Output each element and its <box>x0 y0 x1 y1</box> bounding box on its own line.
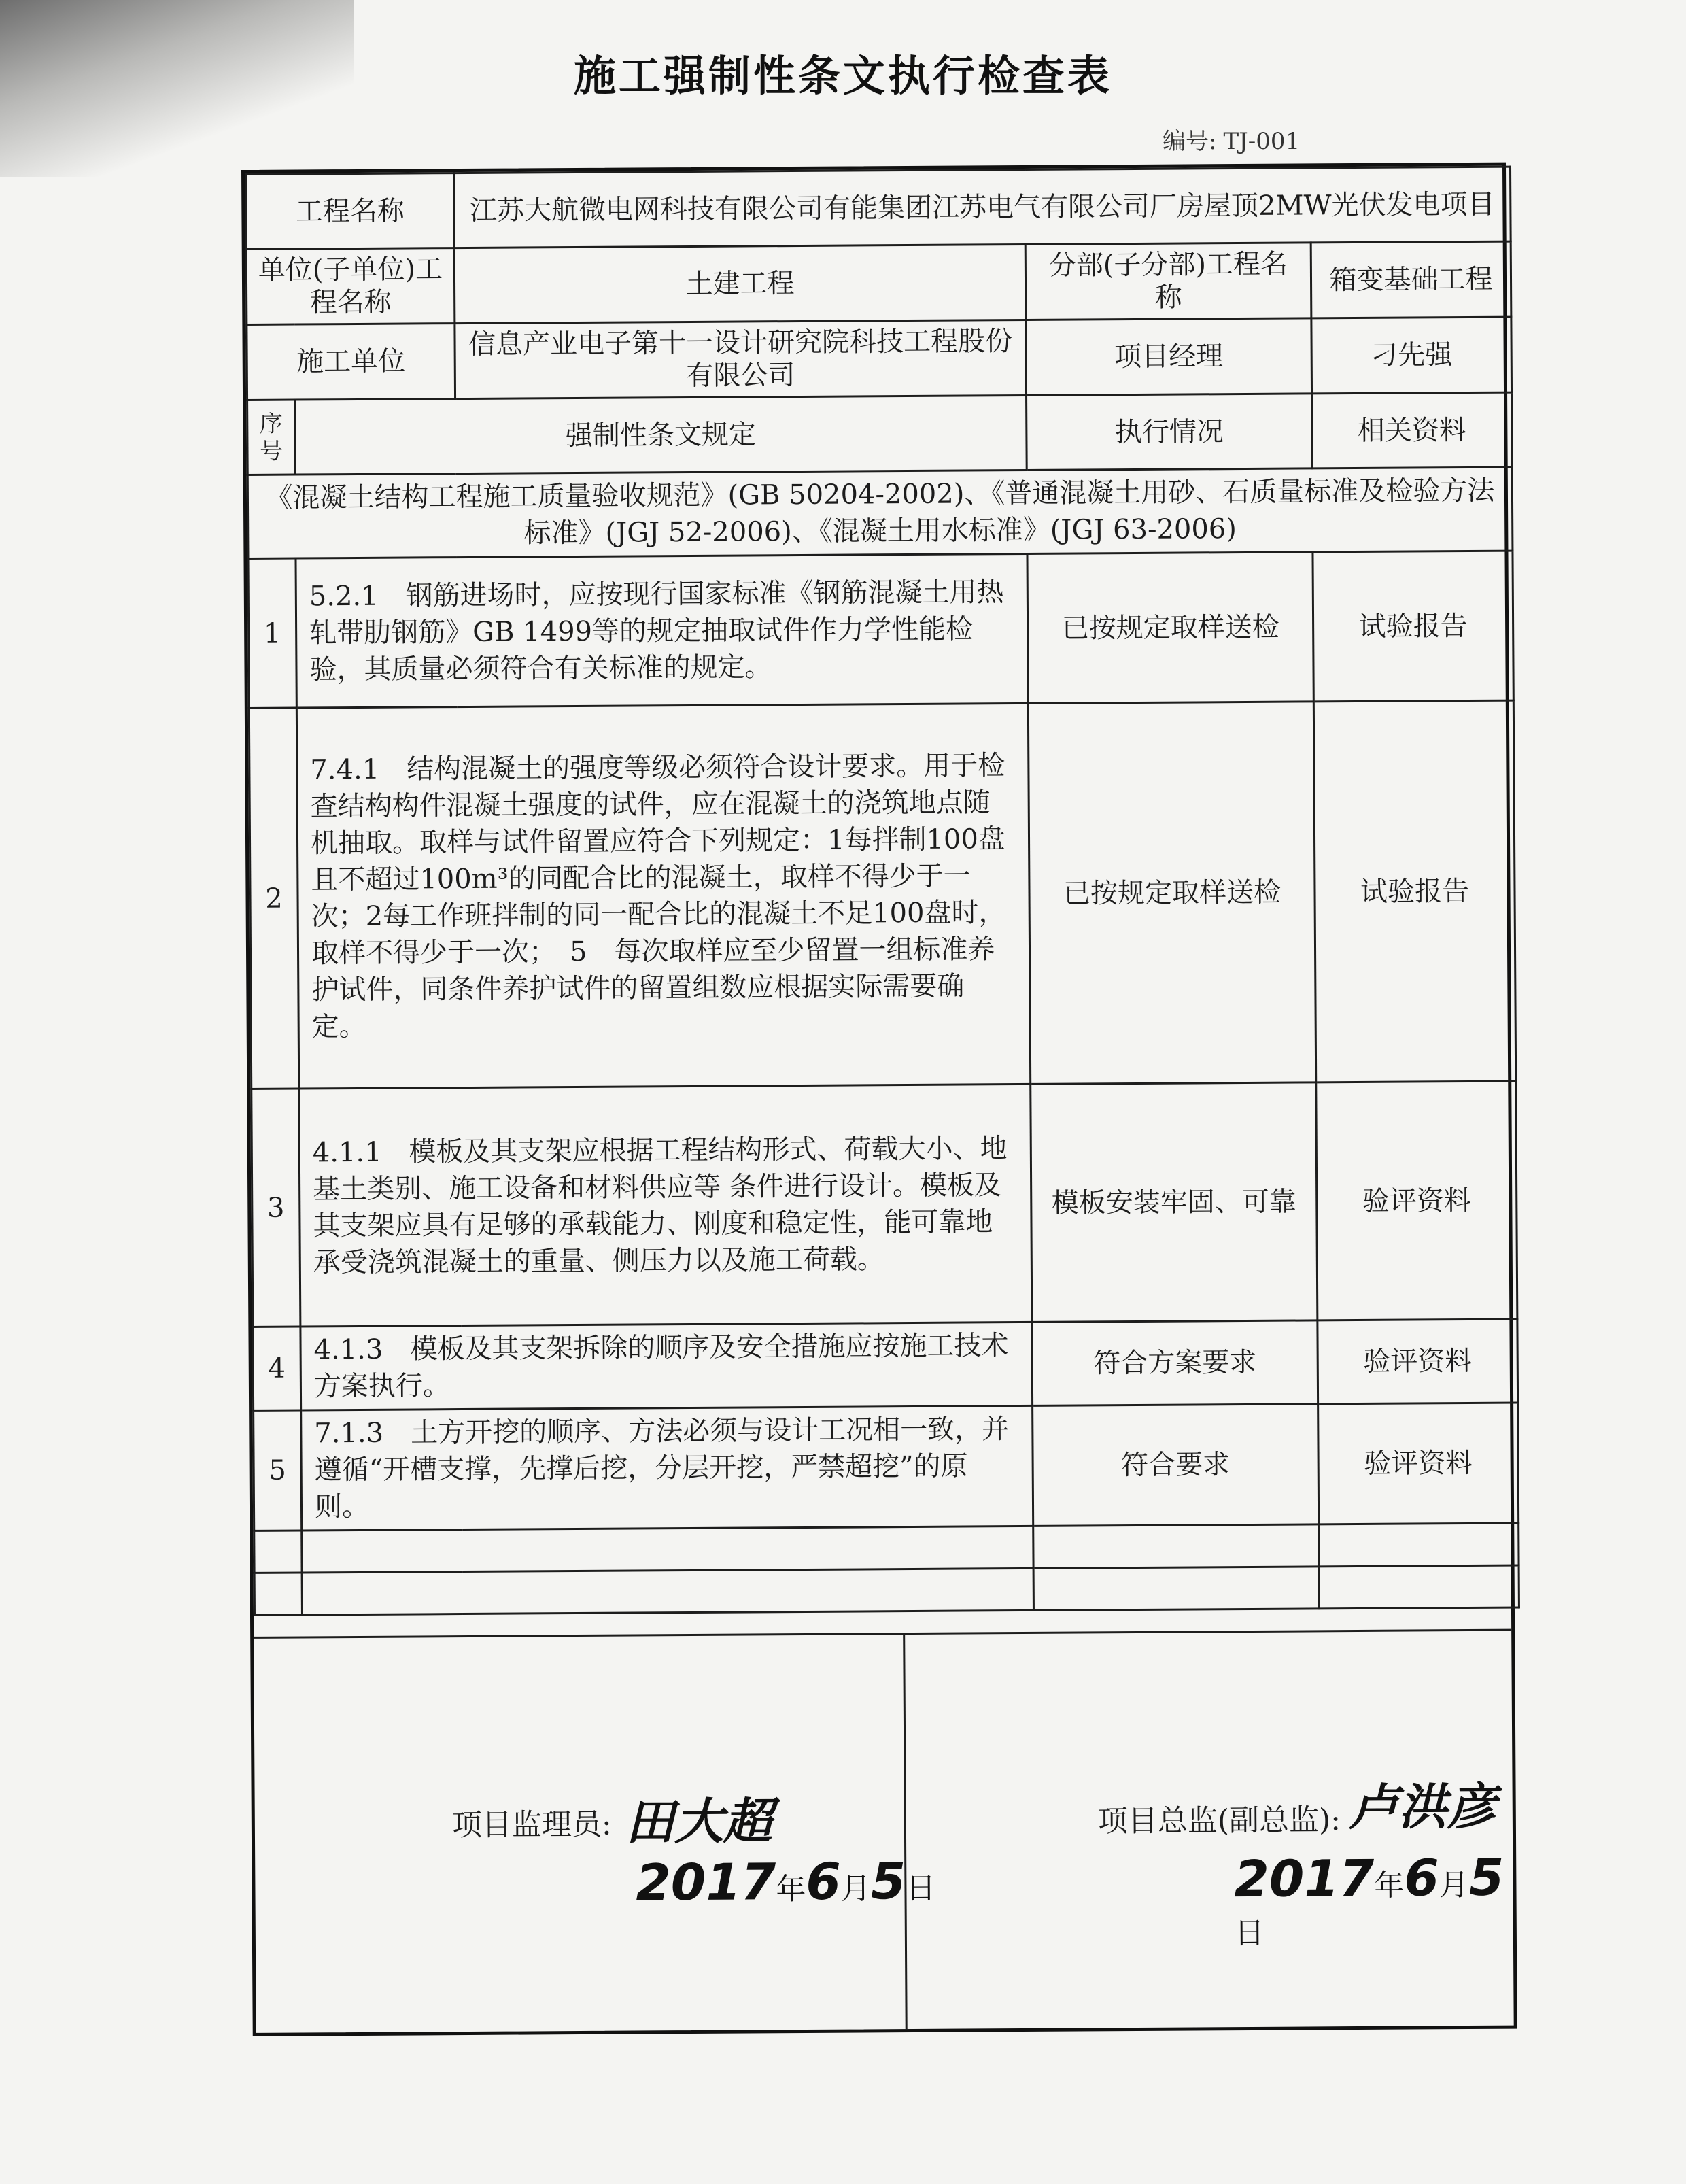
builder-row <box>247 317 1512 400</box>
table-row <box>252 1081 1517 1327</box>
signature-area <box>254 1629 1514 2033</box>
supervisor-date <box>636 1852 935 1913</box>
chief-date-day: 5 <box>1468 1848 1504 1908</box>
column-seq: 序号 <box>247 400 296 475</box>
row-status: 已按规定取样送检 <box>1027 552 1313 704</box>
inspection-form <box>241 163 1517 2036</box>
row-status: 符合方案要求 <box>1032 1320 1318 1406</box>
row-status: 模板安装牢固、可靠 <box>1031 1082 1318 1323</box>
subdivision-value: 箱变基础工程 <box>1311 241 1511 318</box>
standards-text: 《混凝土结构工程施工质量验收规范》(GB 50204-2002)、《普通混凝土用砂、石质量标准及检验方法标准》(JGJ 52-2006)、《混凝土用水标准》(JGJ 63-2006) <box>247 467 1513 558</box>
standards-row <box>247 467 1513 558</box>
row-seq: 3 <box>252 1089 300 1327</box>
row-status: 已按规定取样送检 <box>1028 702 1315 1085</box>
row-rule: 4.1.3 模板及其支架拆除的顺序及安全措施应按施工技术方案执行。 <box>300 1322 1033 1410</box>
builder-value: 信息产业电子第十一设计研究院科技工程股份有限公司 <box>455 320 1027 398</box>
row-rule: 4.1.1 模板及其支架应根据工程结构形式、荷载大小、地基土类别、施工设备和材料供应等 条件进行设计。模板及其支架应具有足够的承载能力、刚度和稳定性，能可靠地承受浇筑混凝土的重量、侧压力以及施工荷载。 <box>299 1084 1032 1327</box>
signature-divider <box>903 1635 908 2029</box>
row-rule: 5.2.1 钢筋进场时，应按现行国家标准《钢筋混凝土用热轧带肋钢筋》GB 1499等的规定抽取试件作力学性能检验，其质量必须符合有关标准的规定。 <box>296 553 1028 708</box>
document-title: 施工强制性条文执行检查表 <box>573 51 1112 101</box>
supervisor-date-day: 5 <box>870 1852 906 1911</box>
builder-label: 施工单位 <box>247 324 455 400</box>
inspection-table <box>245 166 1520 1616</box>
table-row <box>253 1319 1518 1410</box>
table-row <box>254 1403 1519 1531</box>
unit-row <box>246 241 1511 324</box>
project-label: 工程名称 <box>246 173 455 250</box>
row-seq: 1 <box>248 558 296 708</box>
table-row <box>248 551 1513 708</box>
document-number-label: 编号: <box>1163 128 1217 155</box>
column-status: 执行情况 <box>1027 394 1313 471</box>
chief-date-month: 6 <box>1404 1849 1440 1908</box>
row-rule: 7.1.3 土方开挖的顺序、方法必须与设计工况相一致，并遵循“开槽支撑，先撑后挖，分层开挖，严禁超挖”的原则。 <box>301 1405 1033 1531</box>
document-number <box>1163 122 1300 156</box>
supervisor-date-month-unit: 月 <box>840 1871 872 1907</box>
chief-date-year: 2017 <box>1234 1849 1375 1909</box>
row-seq: 4 <box>253 1327 301 1410</box>
chief-supervisor-date <box>1234 1849 1513 1953</box>
manager-label: 项目经理 <box>1026 318 1312 396</box>
empty-row <box>254 1565 1519 1615</box>
column-rule: 强制性条文规定 <box>295 395 1027 475</box>
project-value: 江苏大航微电网科技有限公司有能集团江苏电气有限公司厂房屋顶2MW光伏发电项目 <box>454 167 1511 248</box>
supervisor-date-month: 6 <box>806 1852 842 1911</box>
project-row <box>246 167 1511 249</box>
row-docs: 试验报告 <box>1313 700 1515 1082</box>
supervisor-date-year-unit: 年 <box>776 1871 806 1907</box>
chief-date-month-unit: 月 <box>1439 1868 1470 1903</box>
chief-date-year-unit: 年 <box>1374 1868 1405 1903</box>
row-status: 符合要求 <box>1033 1404 1319 1526</box>
chief-date-day-unit: 日 <box>1234 1915 1265 1951</box>
unit-label: 单位(子单位)工程名称 <box>246 248 455 325</box>
supervisor-label: 项目监理员: <box>451 1807 612 1843</box>
supervisor-signature: 田大超 <box>625 1792 773 1851</box>
manager-value: 刁先强 <box>1311 317 1512 394</box>
chief-supervisor-signature: 卢洪彦 <box>1349 1777 1497 1837</box>
table-row <box>249 700 1515 1089</box>
row-rule: 7.4.1 结构混凝土的强度等级必须符合设计要求。用于检查结构构件混凝土强度的试件，应在混凝土的浇筑地点随机抽取。取样与试件留置应符合下列规定：1每拌制100盘且不超过100m³的同配合比的混凝土，取样不得少于一次；2每工作班拌制的同一配合比的混凝土不足100盘时，取样不得少于一次； 5 每次取样应至少留置一组标准养护试件，同条件养护试件的留置组数应根据实际需要确定。 <box>296 703 1030 1089</box>
empty-row <box>254 1523 1519 1573</box>
supervisor-date-year: 2017 <box>636 1853 776 1913</box>
supervisor-date-day-unit: 日 <box>906 1871 936 1907</box>
subdivision-label: 分部(子分部)工程名称 <box>1025 243 1311 320</box>
unit-value: 土建工程 <box>454 244 1026 323</box>
row-docs: 验评资料 <box>1318 1403 1519 1524</box>
row-docs: 验评资料 <box>1318 1319 1518 1404</box>
column-docs: 相关资料 <box>1312 392 1513 468</box>
column-header-row <box>247 392 1513 475</box>
document-number-value: TJ-001 <box>1223 128 1301 155</box>
chief-supervisor-label: 项目总监(副总监): <box>1097 1803 1341 1839</box>
row-docs: 验评资料 <box>1316 1081 1517 1320</box>
row-docs: 试验报告 <box>1313 551 1513 702</box>
row-seq: 2 <box>249 708 298 1089</box>
row-seq: 5 <box>254 1410 302 1531</box>
